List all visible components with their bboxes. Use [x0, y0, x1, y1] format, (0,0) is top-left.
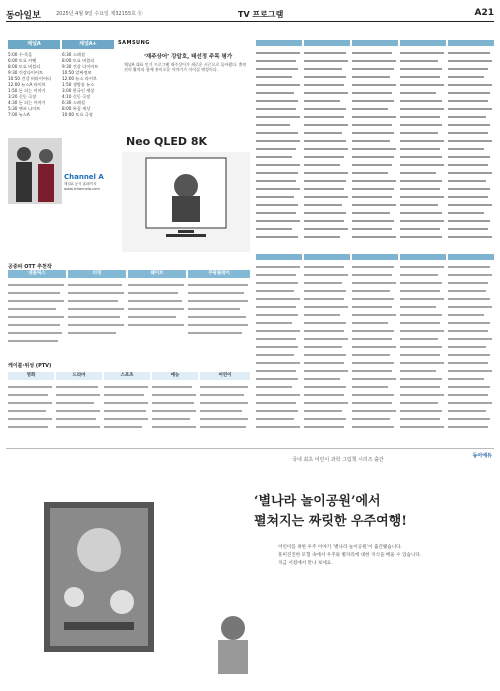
channel-head-ebs: [448, 40, 494, 46]
book-cover-illustration: [44, 502, 154, 652]
ott-head-2: 티빙: [68, 270, 126, 278]
ott-recommend-title: 공중파 OTT 추천작: [8, 264, 52, 270]
ad-title: ‘재주상어’ 강알호, 태선정 주목 평가: [143, 54, 233, 60]
cable-listing-grid: [8, 384, 250, 442]
book-ad-headline: 국내 최초 어린이 과학 그림책 시리즈 출간: [292, 457, 384, 463]
book-ad-title-line2: 펼쳐지는 짜릿한 우주여행!: [254, 514, 407, 529]
channel-head-lower-3: [352, 254, 398, 260]
program-list-2: 6:30 스페셜 8:00 토요 버블티 9:30 건강 다이어트 10:50 알짜정보 12:00 뉴스 라이브 1:50 생방송 뉴스 3:00 한국인 세상 4:10 신동 극장 6:30 스페셜 8:00 특집 세상 10:00 토요 극장: [62, 52, 99, 117]
page-number: A21: [474, 8, 494, 18]
cable-head-3: 스포츠: [104, 372, 150, 380]
ott-head-1: 넷플릭스: [8, 270, 66, 278]
ad-tv-visual: [122, 152, 250, 252]
tv-schedule-grid-top: [256, 48, 494, 248]
channel-head-lower-4: [400, 254, 446, 260]
channel-head-lower-2: [304, 254, 350, 260]
ott-head-3: 웨이브: [128, 270, 186, 278]
channel-head-kbs2: [304, 40, 350, 46]
channel-head-kbs1: [256, 40, 302, 46]
anchors-photo: [8, 138, 62, 204]
ott-listing-grid: [8, 282, 250, 356]
channel-head-1: 채널A: [8, 40, 60, 49]
cable-section-title: 케이블·위성 (PTV): [8, 363, 52, 369]
cable-head-4: 예능: [152, 372, 198, 380]
ad-brand: SAMSUNG: [118, 40, 150, 46]
tv-schedule-grid-bottom: [256, 262, 494, 438]
child-illustration: [198, 612, 268, 682]
ott-head-4: 쿠팡플레이: [188, 270, 250, 278]
section-title: TV 프로그램: [238, 10, 284, 19]
book-ad-title-line1: ‘별나라 놀이공원’에서: [254, 494, 381, 509]
book-ad-body: 어린이를 위한 우주 이야기 ‘별나라 놀이공원’이 출간됐습니다. 흥미진진한 모험 속에서 우주와 별자리에 대한 지식을 배울 수 있습니다. 지금 서점에서 만나 보세요.: [278, 545, 422, 566]
cable-head-1: 영화: [8, 372, 54, 380]
publisher-logo: 동아에듀: [472, 453, 492, 459]
cable-head-2: 드라마: [56, 372, 102, 380]
channel-head-mbc: [352, 40, 398, 46]
channel-a-logo: Channel A: [64, 173, 104, 181]
samsung-ad: [118, 40, 252, 255]
channel-head-2: 채널A+: [62, 40, 114, 49]
channel-head-sbs: [400, 40, 446, 46]
channel-head-lower-1: [256, 254, 302, 260]
channel-a-promo: [8, 138, 114, 204]
issue-date: 2025년 4월 9일 수요일 제32155호 ⓑ: [56, 11, 143, 17]
cable-head-5: 어린이: [200, 372, 250, 380]
ad-body: 채널A 대표 인기 프로그램 재주상어가 새로운 시즌으로 돌아왔다. 출연진의 활약과 함께 흥미로운 이야기가 이어질 예정이다.: [124, 62, 247, 73]
program-list-1: 5:00 수·목을 6:00 토요 카펫 8:00 토요 버블티 9:30 건강다이어트 10:50 건강 버라이어티 12:00 뉴스A 라이브 1:50 돈 되는 이야기 3:20 신동 극장 4:30 돈 되는 이야기 5:30 퀴즈 나이트 7:00 뉴스A: [8, 52, 52, 117]
page-header: [6, 8, 494, 22]
bottom-divider: [6, 448, 494, 449]
book-ad: [8, 452, 494, 682]
channel-a-subtitle: 채널A 공식 홈페이지 www.ichannela.com: [64, 182, 100, 191]
channel-head-lower-5: [448, 254, 494, 260]
publication-name: 동아일보: [6, 11, 41, 21]
ad-product-name: Neo QLED 8K: [126, 135, 208, 148]
